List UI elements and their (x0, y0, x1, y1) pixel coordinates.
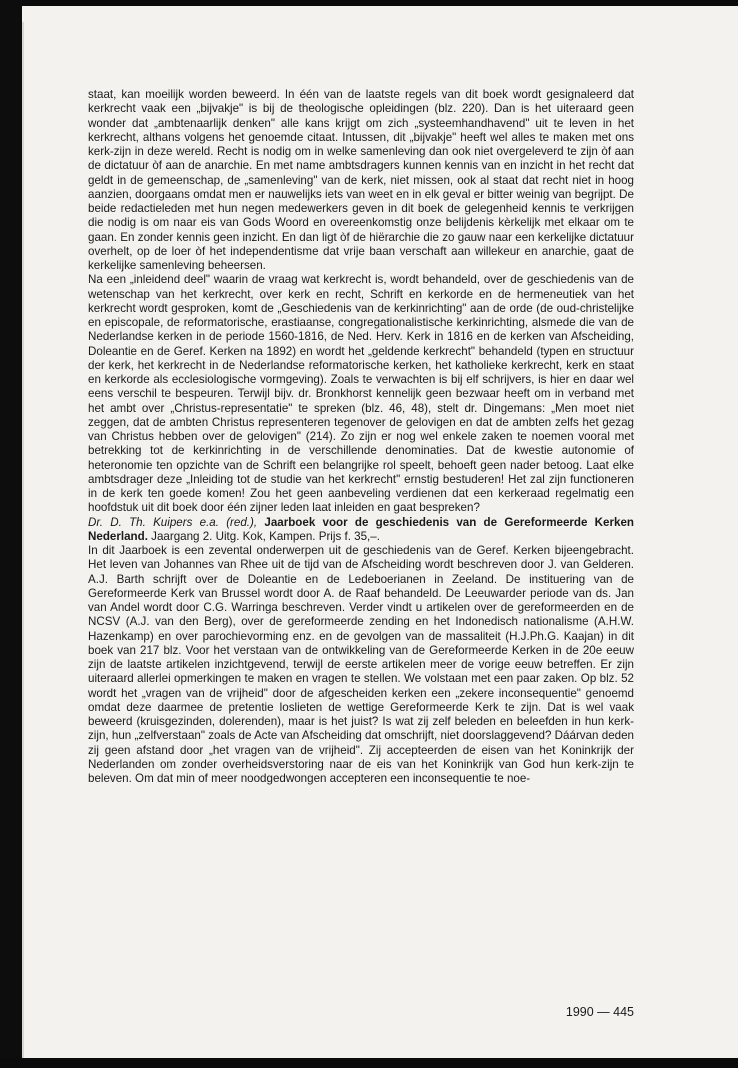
book-reference (88, 516, 634, 545)
scan-border-bottom (0, 1058, 738, 1068)
page-edge-shadow (22, 22, 24, 1058)
page-number: 1990 — 445 (565, 1005, 634, 1019)
paragraph-2: Na een „inleidend deel" waarin de vraag wat kerkrecht is, wordt behandeld, over de geschiedenis van de wetenschap van het kerkrecht, over kerk en recht, Schrift en kerkorde en de hermeneutiek van het kerkrecht wordt gesproken, komt de „Geschiedenis van de kerkinrichting" aan de orde (de oud-christelijke en episcopale, de reformatorische, erastiaanse, congregationalistische kerkinrichting, alsmede die van de Nederlandse kerken in de periode 1560-1816, de Ned. Herv. Kerk in 1816 en de kerken van Afscheiding, Doleantie en de Geref. Kerken na 1892) en wordt het „geldende kerkrecht" behandeld (typen en structuur der kerk, het kerkrecht in de Nederlandse reformatorische kerken, het katholieke kerkrecht, kerk en staat en kerkorde als ecclesiologische vormgeving). Zoals te verwachten is bij elf schrijvers, is hier en daar wel eens verschil te bespeuren. Terwijl bijv. dr. Bronkhorst kennelijk geen bezwaar heeft om in verband met het ambt over „Christus-representatie" te spreken (blz. 46, 48), stelt dr. Dingemans: „Men moet niet zeggen, dat de ambten Christus representeren tegenover de gelovigen en dat de ambten zelfs het gezag van Christus hebben over de gelovigen" (214). Zo zijn er nog wel enkele zaken te noemen vooral met betrekking tot de kerkinrichting in de verschillende denominaties. Dat de kwestie autonomie of heteronomie ten opzichte van de Schrift een belangrijke rol speelt, behoeft geen nader betoog. Laat elke ambtsdrager deze „Inleiding tot de studie van het kerkrecht" ernstig bestuderen! Het zal zijn functioneren in de kerk ten goede komen! Zou het geen aanbeveling verdienen dat een kerkeraad regelmatig een hoofdstuk uit dit boek door één zijner leden laat inleiden en gaat bespreken? (88, 273, 634, 515)
paragraph-1: staat, kan moeilijk worden beweerd. In één van de laatste regels van dit boek wordt gesignaleerd dat kerkrecht vaak een „bijvakje" is bij de theologische opleidingen (blz. 220). Dan is het uiteraard geen wonder dat „ambtenaarlijk denken" alle kans krijgt om zich „systeemhandhavend" uit te leven in het kerkrecht, althans volgens het genoemde citaat. Intussen, dit „bijvakje" heeft wel alles te maken met ons kerk-zijn in deze wereld. Recht is nodig om in welke samenleving dan ook niet overgeleverd te zijn òf aan de dictatuur òf aan de anarchie. En met name ambtsdragers kunnen kennis van en inzicht in het recht dat geldt in de gemeenschap, de „samenleving" van de kerk, niet missen, ook al staat dat recht niet in hoog aanzien, doorgaans omdat men er nauwelijks iets van weet en in elk geval er bitter weinig van begrijpt. De beide redactieleden met hun negen medewerkers geven in dit boek de gelegenheid kennis te verkrijgen die nodig is om naar eis van Gods Woord en overeenkomstig onze belijdenis kèrkelijk met elkaar om te gaan. En zonder kennis geen inzicht. En dan ligt òf de hiërarchie die zo gauw naar een kerkelijke dictatuur overhelt, op de loer òf het independentisme dat vrije baan verschaft aan willekeur en anarchie, gaat de kerkelijke samenleving beheersen. (88, 88, 634, 272)
review-body: In dit Jaarboek is een zevental onderwerpen uit de geschiedenis van de Geref. Kerken bijeengebracht. Het leven van Johannes van Rhee uit de tijd van de Afscheiding wordt beschreven door J. van Gelderen. A.J. Barth schrijft over de Doleantie en de Ledeboerianen in Zeeland. De instituering van de Gereformeerde Kerk van Brussel wordt door A. de Raaf behandeld. De Leeuwarder periode van ds. Jan van Andel wordt door C.G. Warringa beschreven. Verder vindt u artikelen over de gereformeerden en de NCSV (A.J. van den Berg), over de gereformeerde zending en het Indonedisch nationalisme (A.H.W. Hazenkamp) en over parochievorming enz. en de gevolgen van de massaliteit (H.J.Ph.G. Kaajan) in dit boek van 217 blz. Voor het verstaan van de ontwikkeling van de Gereformeerde Kerken in de 20e eeuw zijn de laatste artikelen inzichtgevend, terwijl de eerste artikelen meer de vorige eeuw betreffen. Er zijn uiteraard allerlei opmerkingen te maken en vragen te stellen. We volstaan met een paar zaken. Op blz. 52 wordt het „vragen van de vrijheid" door de afgescheiden kerken een „zekere inconsequentie" genoemd omdat deze daarmee de pretentie loslieten de wettige Gereformeerde Kerk te zijn. Dat is wel vaak beweerd (kruisgezinden, dolerenden), maar is het juist? Is wat zij zelf beleden en beleefden in hun kerk-zijn, hun „zelfverstaan" zoals de Acte van Afscheiding dat omschrijft, niet doorslaggevend? Dáárvan deden zij geen afstand door „het vragen van de vrijheid". Zij accepteerden de eisen van het Koninkrijk der Nederlanden om zonder overheidsverstoring naar de eis van het Koninkrijk van God hun kerk-zijn te beleven. Om dat min of meer noodgedwongen accepteren een inconsequentie te noe- (88, 544, 634, 785)
book-title: Jaarboek voor de geschiedenis van de Gereformeerde Kerken Nederland. (88, 515, 634, 543)
article-text (88, 88, 634, 786)
book-authors: Dr. D. Th. Kuipers e.a. (red.), (88, 515, 258, 529)
scan-border-left (0, 0, 22, 1068)
book-details: Jaargang 2. Uitg. Kok, Kampen. Prijs f. 35,–. (151, 529, 380, 543)
